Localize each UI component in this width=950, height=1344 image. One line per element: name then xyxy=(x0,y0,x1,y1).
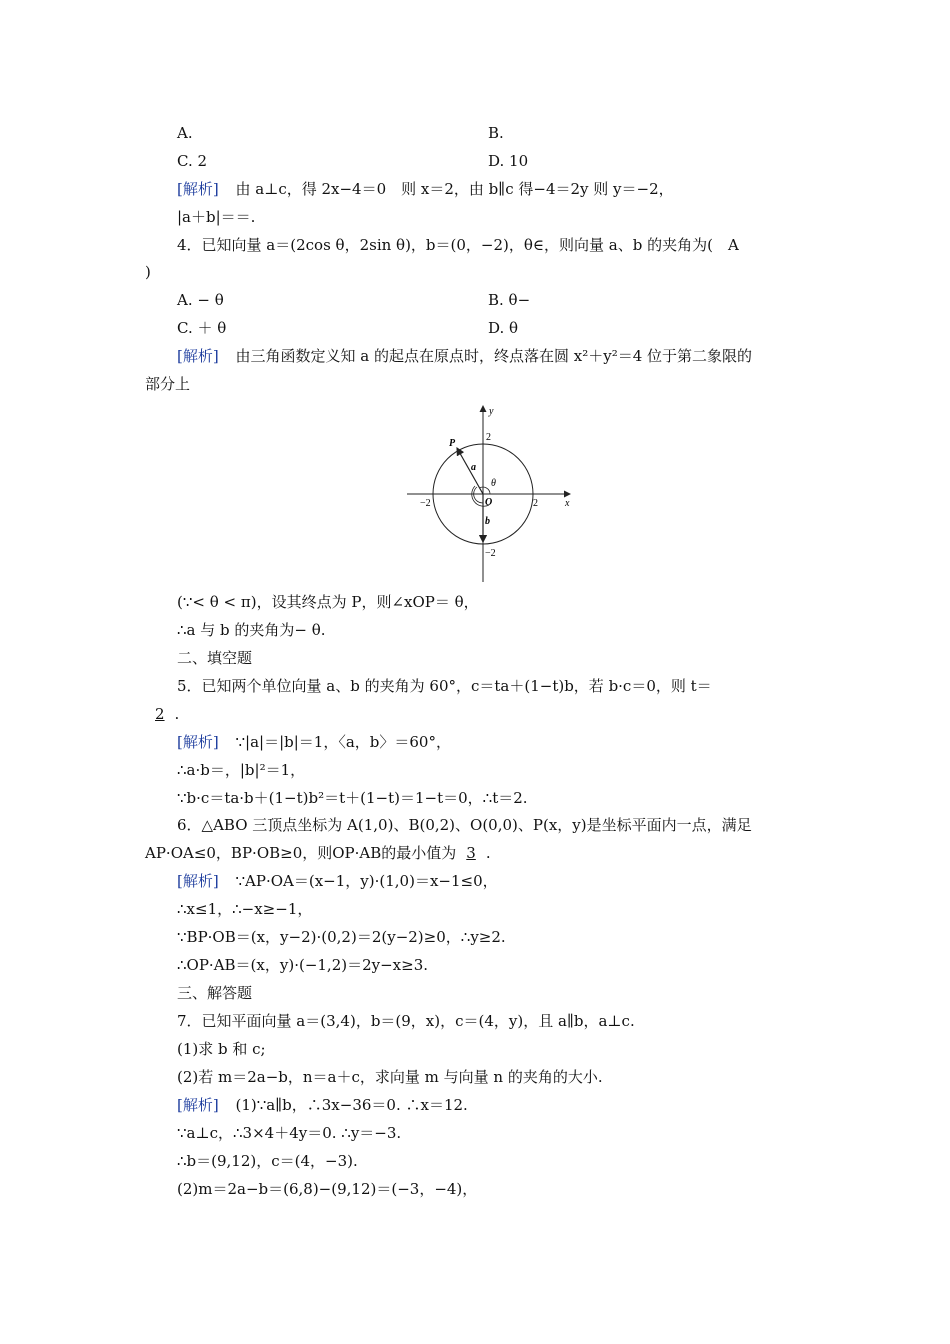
q3-option-b: B. xyxy=(488,124,504,142)
q4-analysis-text-1: 由三角函数定义知 a 的起点在原点时，终点落在圆 x²＋y²＝4 位于第二象限的 xyxy=(235,347,753,365)
q5-analysis-line-3: ∵b·c＝ta·b＋(1−t)b²＝t＋(1−t)＝1−t＝0，∴t＝2. xyxy=(177,789,528,807)
vector-b-label: b xyxy=(485,516,490,527)
q5-analysis-line-2: ∴a·b＝，|b|²＝1， xyxy=(177,761,306,779)
q6-analysis-line-4: ∴OP·AB＝(x，y)·(−1,2)＝2y−x≥3. xyxy=(177,956,429,974)
tick-neg-y: −2 xyxy=(485,548,496,559)
tick-neg-x: −2 xyxy=(420,498,431,509)
q5-answer-line xyxy=(145,704,179,724)
q5-answer: 2 xyxy=(155,705,165,723)
q6-answer: 3 xyxy=(466,844,476,862)
q3-analysis-line-2: |a＋b|＝＝. xyxy=(177,208,256,226)
q3-analysis-text-1: 由 a⊥c，得 2x−4＝0 则 x＝2，由 b∥c 得−4＝2y 则 y＝−2， xyxy=(235,180,674,198)
q7-analysis-line-4: (2)m＝2a−b＝(6,8)−(9,12)＝(−3，−4)， xyxy=(177,1180,478,1198)
tick-pos-x: 2 xyxy=(533,498,538,509)
tick-pos-y: 2 xyxy=(486,432,491,443)
q6-analysis-text-1: ∵AP·OA＝(x−1，y)·(1,0)＝x−1≤0， xyxy=(235,872,498,890)
q4-option-b: B. θ− xyxy=(488,291,531,309)
y-axis-label: y xyxy=(489,406,494,417)
x-axis-label: x xyxy=(565,498,570,509)
section-fill-blank-heading: 二、填空题 xyxy=(177,649,253,667)
q6-end: . xyxy=(485,844,491,862)
q4-analysis-line-2: 部分上 xyxy=(145,375,191,393)
q3-option-d: D. 10 xyxy=(488,152,529,170)
q6-stem-2: AP·OA≤0，BP·OB≥0，则OP·AB的最小值为 xyxy=(145,844,457,862)
q7-analysis-line-3: ∴b＝(9,12)，c＝(4，−3). xyxy=(177,1152,358,1170)
theta-label: θ xyxy=(491,478,496,489)
q3-option-a: A. xyxy=(177,124,193,142)
vector-a xyxy=(457,448,483,494)
point-p-label: P xyxy=(449,438,456,449)
q4-stem-2: ) xyxy=(145,263,151,281)
analysis-tag: [解析] xyxy=(177,347,219,365)
q4-stem-1: 4．已知向量 a＝(2cos θ，2sin θ)，b＝(0，−2)，θ∈，则向量 a、b 的夹角为( A xyxy=(177,236,739,254)
q6-stem-1: 6．△ABO 三顶点坐标为 A(1,0)、B(0,2)、O(0,0)、P(x，y)是坐标平面内一点，满足 xyxy=(177,816,752,834)
q3-option-c: C. 2 xyxy=(177,152,208,170)
section-solve-heading: 三、解答题 xyxy=(177,984,253,1002)
analysis-tag: [解析] xyxy=(177,872,219,890)
q7-analysis-line-2: ∵a⊥c，∴3×4＋4y＝0. ∴y＝−3. xyxy=(177,1124,402,1142)
q7-analysis-line-1 xyxy=(177,1095,468,1115)
q5-analysis-line-1 xyxy=(177,732,451,752)
analysis-tag: [解析] xyxy=(177,1096,219,1114)
q7-stem-1: 7．已知平面向量 a＝(3,4)，b＝(9，x)，c＝(4，y)，且 a∥b，a⊥c. xyxy=(177,1012,635,1030)
q7-part-2: (2)若 m＝2a−b，n＝a＋c，求向量 m 与向量 n 的夹角的大小. xyxy=(177,1068,603,1086)
q6-analysis-line-2: ∴x≤1，∴−x≥−1， xyxy=(177,900,313,918)
q6-stem-2-line xyxy=(145,843,491,863)
q7-analysis-text-1: (1)∵a∥b，∴3x−36＝0. ∴x＝12. xyxy=(235,1096,468,1114)
q4-after-2: ∴a 与 b 的夹角为− θ. xyxy=(177,621,326,639)
q4-option-a: A. − θ xyxy=(177,291,224,309)
q6-analysis-line-3: ∵BP·OB＝(x，y−2)·(0,2)＝2(y−2)≥0，∴y≥2. xyxy=(177,928,506,946)
q4-analysis-line-1 xyxy=(177,346,752,366)
q5-end: . xyxy=(174,705,180,723)
q4-after-1: (∵< θ < π)，设其终点为 P，则∠xOP＝ θ， xyxy=(177,593,479,611)
angle-arc-ab xyxy=(474,487,483,503)
q5-analysis-text-1: ∵|a|＝|b|＝1，〈a，b〉＝60°， xyxy=(235,733,451,751)
origin-label: O xyxy=(485,497,493,508)
q6-analysis-line-1 xyxy=(177,871,498,891)
analysis-tag: [解析] xyxy=(177,180,219,198)
unit-circle-figure xyxy=(405,402,575,584)
vector-a-label: a xyxy=(471,462,476,473)
q5-stem-1: 5．已知两个单位向量 a、b 的夹角为 60°，c＝ta＋(1−t)b，若 b·c＝0，则 t＝ xyxy=(177,677,712,695)
analysis-tag: [解析] xyxy=(177,733,219,751)
q4-option-c: C. ＋ θ xyxy=(177,319,227,337)
q4-option-d: D. θ xyxy=(488,319,519,337)
q7-part-1: (1)求 b 和 c; xyxy=(177,1040,266,1058)
q3-analysis-line-1 xyxy=(177,179,674,199)
